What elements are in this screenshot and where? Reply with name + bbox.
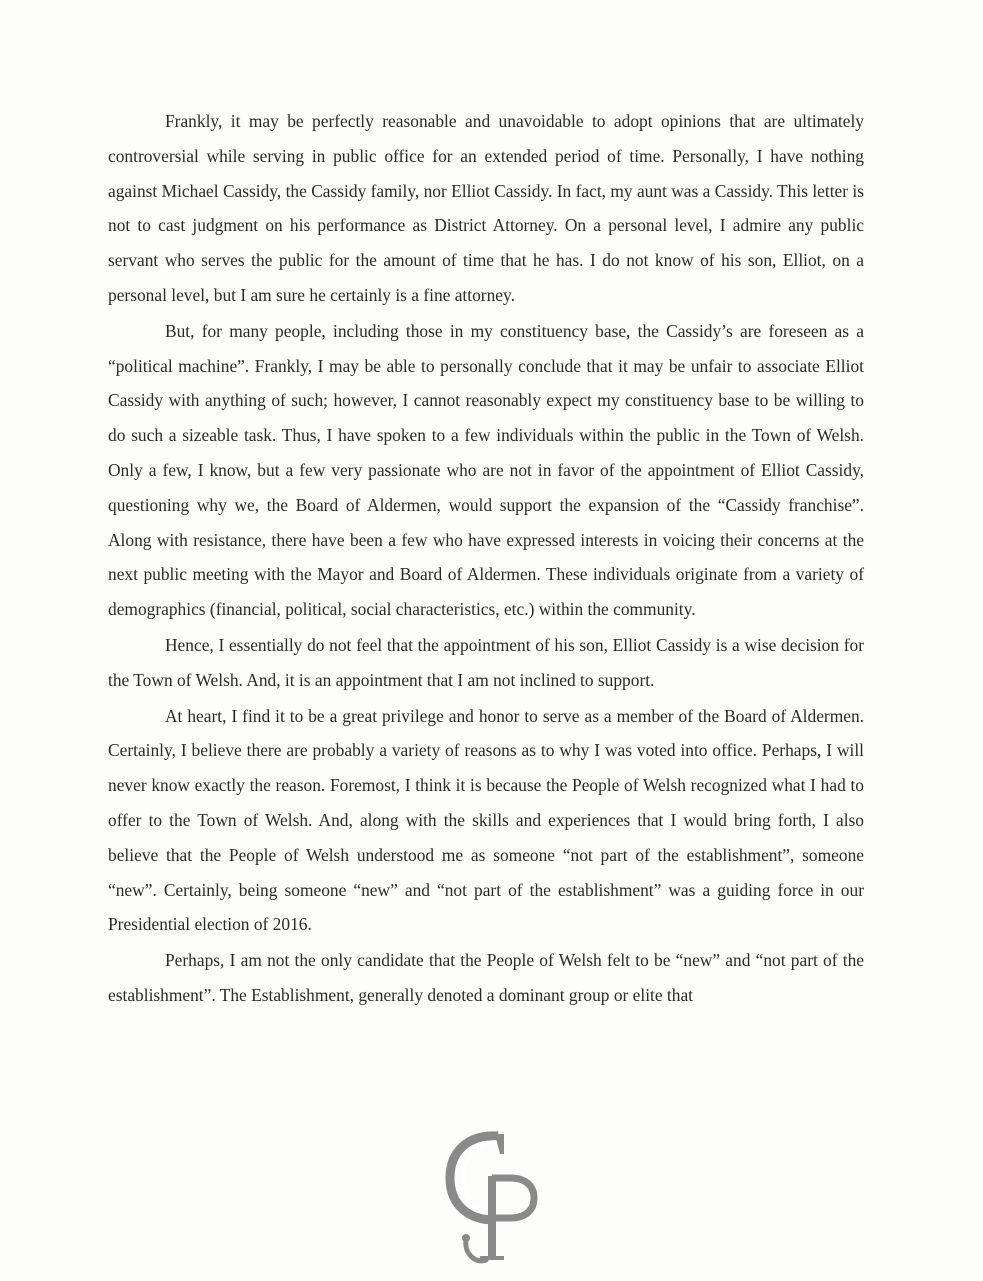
paragraph-4: At heart, I find it to be a great privilege and honor to serve as a member of the Board of Aldermen. Certainly, I believe there are probably a variety of reasons as to why I was voted into office. Perhaps, I will never know exactly the reason. Foremost, I think it is because the People of Welsh recognized what I had to offer to the Town of Welsh. And, along with the skills and experiences that I would bring forth, I also believe that the People of Welsh understood me as someone “not part of the establishment”, someone “new”. Certainly, being someone “new” and “not part of the establishment” was a guiding force in our Presidential election of 2016. [108,705,864,935]
monogram-logo-icon [436,1128,546,1268]
letter-body [108,104,864,1014]
paragraph-5: Perhaps, I am not the only candidate that the People of Welsh felt to be “new” and “not part of the establishment”. The Establishment, generally denoted a dominant group or elite that [108,950,864,1005]
paragraph-1: Frankly, it may be perfectly reasonable and unavoidable to adopt opinions that are ultimately controversial while serving in public office for an extended period of time. Personally, I have nothing against Michael Cassidy, the Cassidy family, nor Elliot Cassidy. In fact, my aunt was a Cassidy. This letter is not to cast judgment on his performance as District Attorney. On a personal level, I admire any public servant who serves the public for the amount of time that he has. I do not know of his son, Elliot, on a personal level, but I am sure he certainly is a fine attorney. [108,111,864,305]
paragraph-2: But, for many people, including those in my constituency base, the Cassidy’s are foreseen as a “political machine”. Frankly, I may be able to personally conclude that it may be unfair to associate Elliot Cassidy with anything of such; however, I cannot reasonably expect my constituency base to be willing to do such a sizeable task. Thus, I have spoken to a few individuals within the public in the Town of Welsh. Only a few, I know, but a few very passionate who are not in favor of the appointment of Elliot Cassidy, questioning why we, the Board of Aldermen, would support the expansion of the “Cassidy franchise”. Along with resistance, there have been a few who have expressed interests in voicing their concerns at the next public meeting with the Mayor and Board of Aldermen. These individuals originate from a variety of demographics (financial, political, social characteristics, etc.) within the community. [108,320,864,620]
paragraph-3: Hence, I essentially do not feel that the appointment of his son, Elliot Cassidy is a wise decision for the Town of Welsh. And, it is an appointment that I am not inclined to support. [108,634,864,690]
